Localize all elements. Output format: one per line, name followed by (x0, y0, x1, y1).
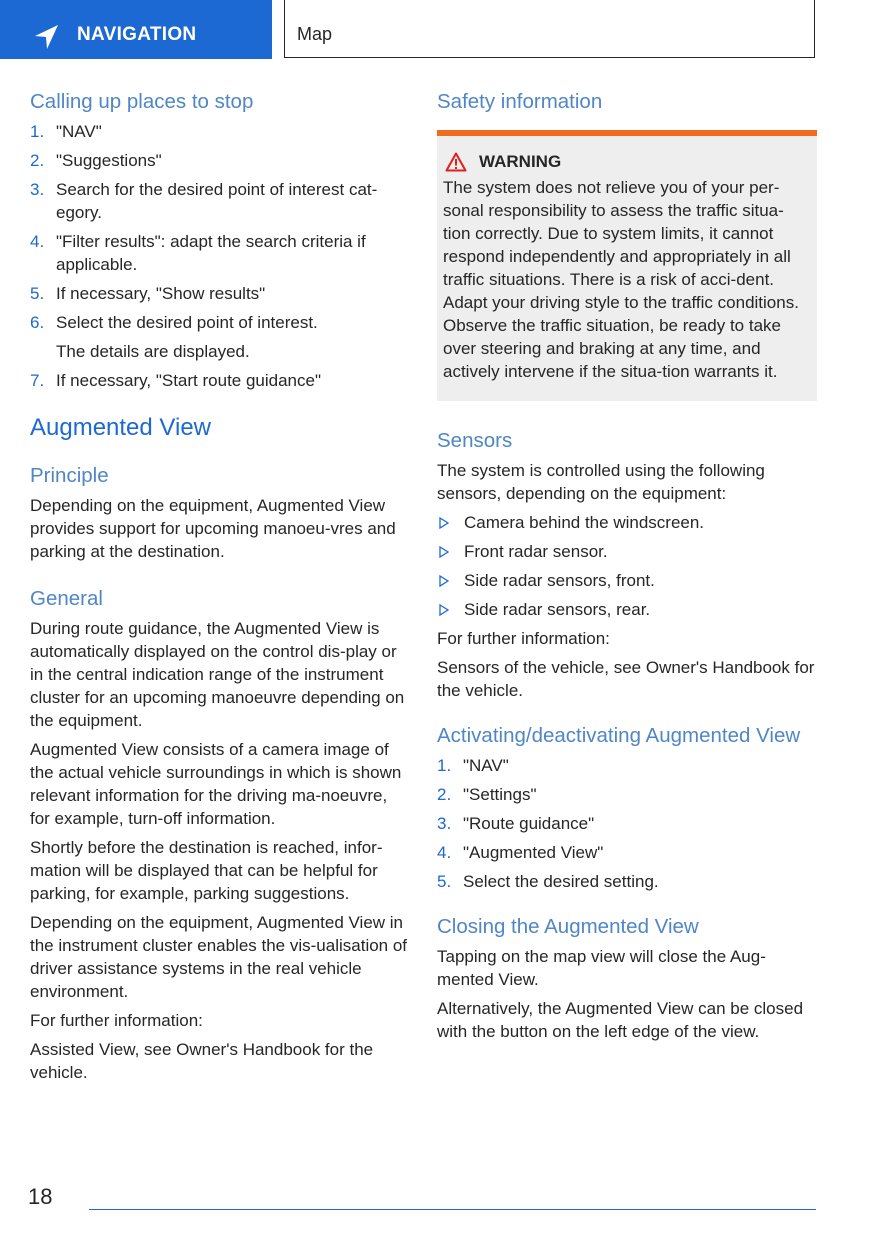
calling-up-places-heading: Calling up places to stop (30, 90, 254, 113)
bullet-triangle-icon (439, 604, 449, 616)
step-text: Select the desired point of interest. (56, 313, 318, 332)
sensor-item-text: Front radar sensor. (464, 542, 608, 561)
bullet-triangle-icon (439, 575, 449, 587)
general-paragraph: For further information: (30, 1011, 203, 1030)
list-item (30, 120, 408, 143)
step-text: "Suggestions" (56, 151, 162, 170)
right-column (437, 90, 817, 1049)
list-item (30, 149, 408, 172)
step-text: "Filter results": adapt the search criteria if applicable. (56, 232, 366, 274)
list-item (437, 511, 817, 534)
general-paragraph: During route guidance, the Augmented View is automatically displayed on the control dis-play or in the central indication range of the instrument cluster for an upcoming manoeuvre depending on the equipment. (30, 619, 405, 730)
warning-text: The system does not relieve you of your per-sonal responsibility to assess the traffic situa-tion correctly. Due to system limits, it cannot respond independently and appropriately in all traffic situations. There is a risk of acci-dent. Adapt your driving style to the traffic conditions. Observe the traffic situation, be ready to take over steering and braking at any time, and actively intervene if the situa-tion warrants it. (443, 178, 799, 381)
bullet-triangle-icon (439, 517, 449, 529)
principle-heading: Principle (30, 464, 109, 487)
step-number: 6. (30, 313, 45, 332)
warning-triangle-icon (445, 152, 467, 172)
list-item (437, 870, 817, 893)
page-number: 18 (28, 1184, 53, 1209)
step-number: 7. (30, 371, 45, 390)
closing-augmented-view-heading: Closing the Augmented View (437, 915, 699, 938)
augmented-view-heading: Augmented View (30, 414, 212, 441)
general-paragraph: Depending on the equipment, Augmented View in the instrument cluster enables the vis-ualisation of driver assistance systems in the real vehicle environment. (30, 913, 408, 1001)
step-note: The details are displayed. (56, 342, 250, 361)
list-item (437, 598, 817, 621)
step-text: "Augmented View" (463, 843, 604, 862)
left-column (30, 90, 408, 1090)
general-heading: General (30, 587, 103, 610)
bullet-triangle-icon (439, 546, 449, 558)
step-number: 2. (437, 785, 452, 804)
closing-paragraph: Alternatively, the Augmented View can be closed with the button on the left edge of the view. (437, 999, 804, 1041)
list-item (30, 311, 408, 334)
sensors-intro: The system is controlled using the following sensors, depending on the equipment: (437, 461, 765, 503)
closing-paragraph: Tapping on the map view will close the Aug-mented View. (437, 947, 766, 989)
list-item (30, 369, 408, 392)
list-item (437, 812, 817, 835)
step-number: 1. (437, 756, 452, 775)
calling-steps-list-continued (30, 369, 408, 392)
step-text: If necessary, "Show results" (56, 284, 266, 303)
list-item (437, 540, 817, 563)
section-tab (0, 0, 272, 59)
general-paragraph: Augmented View consists of a camera image of the actual vehicle surroundings in which is shown relevant information for the driving ma-noeuvre, for example, turn-off information. (30, 740, 402, 828)
step-text: If necessary, "Start route guidance" (56, 371, 322, 390)
list-item (437, 841, 817, 864)
list-item (437, 569, 817, 592)
list-item (30, 230, 408, 276)
warning-title (443, 150, 811, 174)
step-number: 1. (30, 122, 45, 141)
list-item (30, 178, 408, 224)
breadcrumb-label: Map (297, 24, 333, 44)
list-item (30, 282, 408, 305)
sensors-list (437, 511, 817, 621)
safety-information-heading: Safety information (437, 90, 603, 113)
sensors-reference: Sensors of the vehicle, see Owner's Handbook for the vehicle. (437, 658, 815, 700)
calling-steps-list (30, 120, 408, 334)
general-paragraph: Shortly before the destination is reached, infor-mation will be displayed that can be helpful for parking, for example, parking suggestions. (30, 838, 383, 903)
step-text: "NAV" (56, 122, 102, 141)
step-number: 3. (30, 180, 45, 199)
step-text: "Route guidance" (463, 814, 595, 833)
section-title: NAVIGATION (77, 24, 197, 45)
sensor-item-text: Side radar sensors, front. (464, 571, 655, 590)
warning-box (437, 130, 817, 401)
activating-steps-list (437, 754, 817, 893)
sensors-further: For further information: (437, 629, 610, 648)
step-number: 2. (30, 151, 45, 170)
sensors-heading: Sensors (437, 429, 513, 452)
navigation-arrow-icon (34, 24, 60, 50)
sensor-item-text: Camera behind the windscreen. (464, 513, 705, 532)
step-number: 4. (30, 232, 45, 251)
step-text: Select the desired setting. (463, 872, 659, 891)
step-number: 4. (437, 843, 452, 862)
step-number: 5. (437, 872, 452, 891)
step-text: "Settings" (463, 785, 537, 804)
list-item (437, 754, 817, 777)
step-text: Search for the desired point of interest cat-egory. (56, 180, 378, 222)
step-number: 3. (437, 814, 452, 833)
activating-deactivating-heading: Activating/deactivating Augmented View (437, 724, 801, 747)
footer-divider (89, 1209, 816, 1210)
principle-text: Depending on the equipment, Augmented View provides support for upcoming manoeu-vres and parking at the destination. (30, 496, 396, 561)
step-text: "NAV" (463, 756, 509, 775)
general-paragraph: Assisted View, see Owner's Handbook for the vehicle. (30, 1040, 374, 1082)
step-number: 5. (30, 284, 45, 303)
warning-label: WARNING (479, 152, 562, 171)
list-item (437, 783, 817, 806)
breadcrumb (284, 0, 815, 58)
sensor-item-text: Side radar sensors, rear. (464, 600, 651, 619)
